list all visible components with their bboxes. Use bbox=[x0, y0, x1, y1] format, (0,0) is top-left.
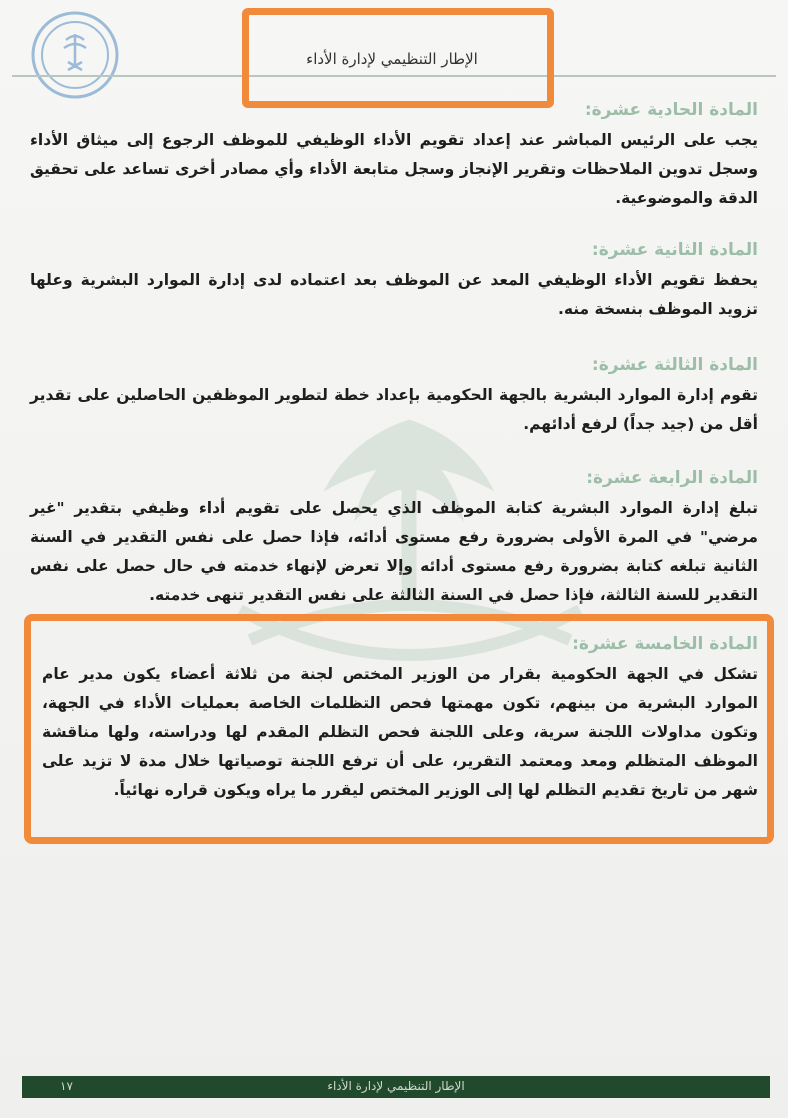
article-title: المادة الثانية عشرة: bbox=[591, 240, 758, 260]
article-14 bbox=[30, 468, 758, 610]
footer-title: الإطار التنظيمي لإدارة الأداء bbox=[327, 1079, 465, 1093]
article-13 bbox=[30, 355, 758, 439]
article-body: يحفظ تقويم الأداء الوظيفي المعد عن الموظف بعد اعتماده لدى إدارة الموارد البشرية وعلها تزويد الموظف بنسخة منه. bbox=[30, 271, 758, 318]
header-highlight-box bbox=[242, 8, 554, 108]
article-title: المادة الثالثة عشرة: bbox=[591, 355, 758, 375]
article-body: تبلغ إدارة الموارد البشرية كتابة الموظف الذي يحصل على تقويم أداء وظيفي بتقدير "غير مرضي" في المرة الأولى بضرورة رفع مستوى أدائه، فإذا حصل على نفس التقدير في السنة الثانية تبلغه كتابة بضرورة رفع مستوى أدائه وإلا تعرض لإنهاء خدمته في حال حصل على نفس التقدير للسنة الثالثة، فإذا حصل في السنة الثالثة على نفس التقدير تنهى خدمته. bbox=[30, 499, 758, 604]
page-number: ١٧ bbox=[60, 1079, 73, 1093]
article-title: المادة الخامسة عشرة: bbox=[572, 634, 758, 654]
article-title: المادة الحادية عشرة: bbox=[584, 100, 758, 120]
article-body: يجب على الرئيس المباشر عند إعداد تقويم الأداء الوظيفي للموظف الرجوع إلى ميثاق الأداء وسجل تدوين الملاحظات وتقرير الإنجاز وسجل متابعة الأداء وأي مصادر أخرى تساعد على تحقيق الدقة والموضوعية. bbox=[30, 131, 758, 207]
document-header-title: الإطار التنظيمي لإدارة الأداء bbox=[306, 50, 478, 68]
article-11 bbox=[30, 100, 758, 213]
ministry-seal-logo bbox=[30, 10, 120, 100]
article-body: تشكل في الجهة الحكومية بقرار من الوزير المختص لجنة من ثلاثة أعضاء يكون مدير عام الموارد البشرية من بينهم، تكون مهمتها فحص التظلمات الخاصة بعمليات الأداء في الجهة، وتكون مداولات اللجنة سرية، وعلى اللجنة فحص التظلم المقدم لها ودراسته، ولها مناقشة الموظف المتظلم ومعد ومعتمد التقرير، على أن ترفع اللجنة توصياتها خلال مدة لا تزيد على شهر من تاريخ تقديم التظلم لها إلى الوزير المختص ليقرر ما يراه ويكون قراره نهائياً. bbox=[42, 665, 758, 799]
article-12 bbox=[30, 240, 758, 324]
article-body: تقوم إدارة الموارد البشرية بالجهة الحكومية بإعداد خطة لتطوير الموظفين الحاصلين على تقدير أقل من (جيد جداً) لرفع أدائهم. bbox=[30, 386, 758, 433]
article-title: المادة الرابعة عشرة: bbox=[586, 468, 758, 488]
footer-bar bbox=[22, 1076, 770, 1098]
article-15 bbox=[42, 634, 758, 805]
